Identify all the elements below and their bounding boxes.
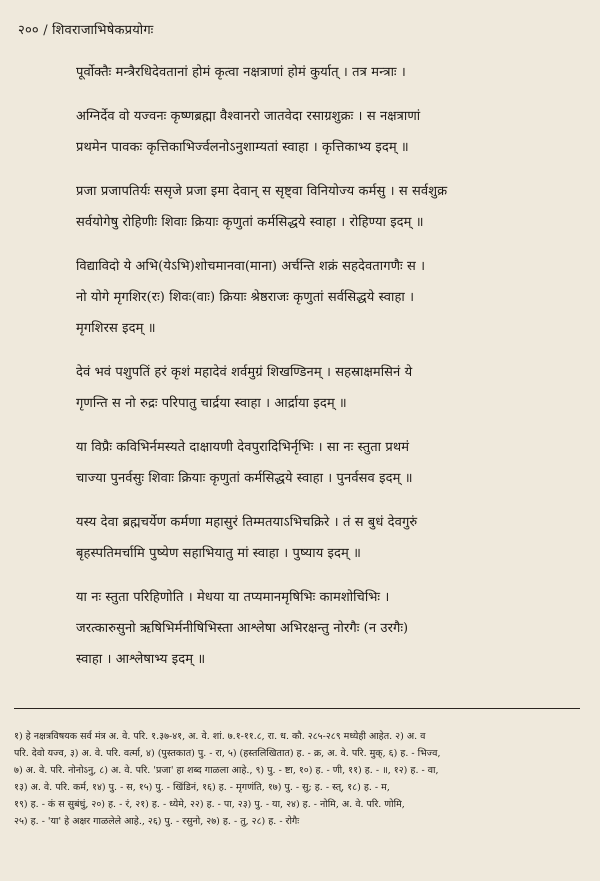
- verse-block: [76, 108, 528, 157]
- verse-line: पूर्वोक्तैः मन्त्रैरधिदेवतानां होमं कृत्वा नक्षत्राणां होमं कुर्यात् । तत्र मन्त्राः ।: [76, 65, 406, 80]
- verse-line: मृगशिरस इदम् ॥: [76, 321, 156, 336]
- verse-block: [76, 364, 528, 413]
- verse-line: या विप्रैः कविभिर्नमस्यते दाक्षायणी देवपुरादिभिर्नृभिः । सा नः स्तुता प्रथमं: [76, 440, 410, 455]
- footnote-line: २५) ह. - 'या' हे अक्षर गाळलेले आहे., २६) पु. - रसुनो, २७) ह. - तु, २८) ह. - रोगैः: [14, 816, 300, 827]
- verse-block: [76, 589, 528, 669]
- verse-block: [76, 258, 528, 338]
- page-header: २०० / शिवराजाभिषेकप्रयोगः: [18, 23, 154, 38]
- verse-block: [76, 439, 528, 488]
- footnote-line: १३) अ. वे. परि. कर्म, १४) पु. - स, १५) पु. - खिंडिनं, १६) ह. - मृगणंति, १७) पु. - सु; ह. - स्त्, १८) ह. - म,: [14, 782, 390, 793]
- verse-line: सर्वयोगेषु रोहिणीः शिवाः क्रियाः कृणुतां कर्मसिद्धये स्वाहा । रोहिण्या इदम् ॥: [76, 215, 424, 230]
- footnote-divider: [14, 708, 580, 709]
- footnotes: [14, 728, 584, 830]
- verse-line: स्वाहा । आश्लेषाभ्य इदम् ॥: [76, 652, 206, 667]
- footnote-line: १) हे नक्षत्रविषयक सर्व मंत्र अ. वे. परि. १.३७-४१, अ. वे. शां. ७.१-११.८, रा. ध. कौ. २८५-२८९ मध्येही आहेत. २) अ. व: [14, 731, 426, 742]
- verse-line: प्रथमेन पावकः कृत्तिकाभिर्ज्वलनोऽनुशाम्यतां स्वाहा । कृत्तिकाभ्य इदम् ॥: [76, 140, 409, 155]
- verse-line: यस्य देवा ब्रह्मचर्येण कर्मणा महासुरं तिम्मतयाऽभिचक्रिरे । तं स बुधं देवगुरुं: [76, 515, 418, 530]
- verse-block: [76, 514, 528, 563]
- verse-body: [76, 64, 528, 682]
- footnote-line: परि. देवो यज्व, ३) अ. वे. परि. वर्त्मा, ४) (पुस्तकात) पु. - रा, ५) (हस्तलिखितात) ह. - क्र, अ. वे. परि. मुक्, ६) ह. - भिज्व,: [14, 748, 441, 759]
- verse-line: चाज्या पुनर्वसुः शिवाः क्रियाः कृणुतां कर्मसिद्धये स्वाहा । पुनर्वसव इदम् ॥: [76, 471, 413, 486]
- verse-line: नो योगे मृगशिर(रः) शिवः(वाः) क्रियाः श्रेष्ठराजः कृणुतां सर्वसिद्धये स्वाहा ।: [76, 290, 415, 305]
- verse-line: प्रजा प्रजापतिर्यः ससृजे प्रजा इमा देवान् स सृष्ट्वा विनियोज्य कर्मसु । स सर्वशुक्र: [76, 184, 448, 199]
- verse-line: देवं भवं पशुपतिं हरं कृशं महादेवं शर्वमुग्रं शिखण्डिनम् । सहस्राक्षमसिनं ये: [76, 365, 413, 380]
- verse-block: [76, 64, 528, 82]
- footnote-line: १९) ह. - कं स सुबंधुं, २०) ह. - रं, २१) ह. - ध्येमे, २२) ह. - पा, २३) पु. - या, २४) ह. - नोमि, अ. वे. परि. णोमि,: [14, 799, 405, 810]
- verse-line: गृणन्ति स नो रुद्रः परिपातु चार्द्रया स्वाहा । आर्द्राया इदम् ॥: [76, 396, 347, 411]
- verse-line: या नः स्तुता परिहिणोति । मेधया या तप्यमानमृषिभिः कामशोचिभिः ।: [76, 590, 390, 605]
- verse-line: विद्याविदो ये अभि(येऽभि)शोचमानवा(माना) अर्चन्ति शक्रं सहदेवतागणैः स ।: [76, 259, 426, 274]
- footnote-line: ७) अ. वे. परि. नोनोऽनु, ८) अ. वे. परि. 'प्रजा' हा शब्द गाळला आहे., ९) पु. - ष्टा, १०) ह. - णी, ११) ह. - ॥, १२) ह. - वा,: [14, 765, 439, 776]
- verse-line: अग्निर्देव वो यज्वनः कृष्णब्रह्मा वैश्वानरो जातवेदा रसाग्रशुक्रः । स नक्षत्राणां: [76, 109, 421, 124]
- verse-block: [76, 183, 528, 232]
- verse-line: जरत्कारुसुनो ऋषिभिर्मनीषिभिस्ता आश्लेषा अभिरक्षन्तु नोरगैः (न उरगैः): [76, 621, 409, 636]
- verse-line: बृहस्पतिमर्चामि पुष्येण सहाभियातु मां स्वाहा । पुष्याय इदम् ॥: [76, 546, 362, 561]
